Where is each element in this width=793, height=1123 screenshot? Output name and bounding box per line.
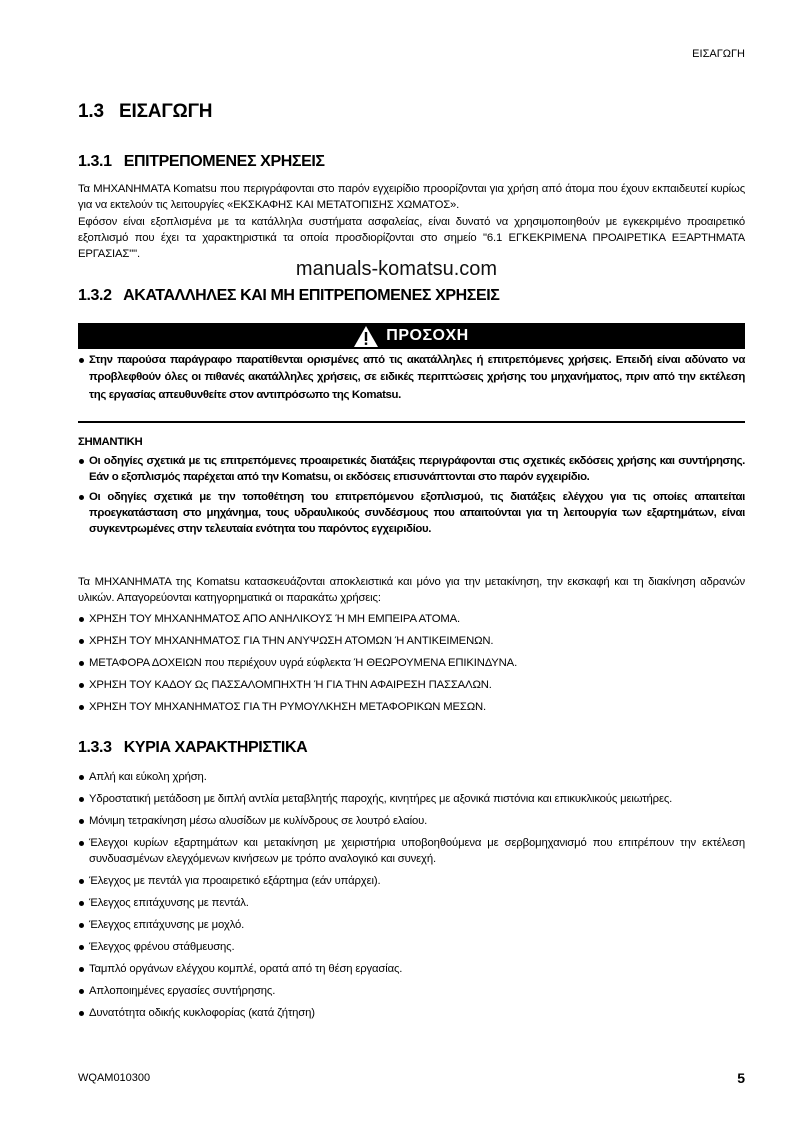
- important-label: ΣΗΜΑΝΤΙΚΗ: [78, 436, 143, 448]
- warning-triangle-icon: [354, 326, 378, 347]
- document-code: WQAM010300: [78, 1072, 151, 1084]
- watermark: manuals-komatsu.com: [295, 258, 498, 280]
- important-note: [78, 434, 745, 537]
- permitted-uses-text: [78, 181, 745, 262]
- list-item: Δυνατότητα οδικής κυκλοφορίας (κατά ζήτηση): [78, 1005, 745, 1021]
- subsection-title-1-3-1: 1.3.1 ΕΠΙΤΡΕΠΟΜΕΝΕΣ ΧΡΗΣΕΙΣ: [78, 153, 325, 170]
- list-item: Έλεγχος με πεντάλ για προαιρετικό εξάρτημα (εάν υπάρχει).: [78, 873, 745, 889]
- list-item: ΧΡΗΣΗ ΤΟΥ ΜΗΧΑΝΗΜΑΤΟΣ ΓΙΑ ΤΗ ΡΥΜΟΥΛΚΗΣΗ ΜΕΤΑΦΟΡΙΚΩΝ ΜΕΣΩΝ.: [78, 699, 745, 715]
- list-item: Μόνιμη τετρακίνηση μέσω αλυσίδων με κυλίνδρους σε λουτρό ελαίου.: [78, 813, 745, 829]
- list-item: Έλεγχος επιτάχυνσης με πεντάλ.: [78, 895, 745, 911]
- list-item: Απλοποιημένες εργασίες συντήρησης.: [78, 983, 745, 999]
- running-header: ΕΙΣΑΓΩΓΗ: [692, 48, 745, 60]
- paragraph: Εφόσον είναι εξοπλισμένα με τα κατάλληλα συστήματα ασφαλείας, είναι δυνατό να χρησιμοποιηθούν με εγκεκριμένο προαιρετικό εξοπλισμό που έχει τα χαρακτηριστικά τα οποία προσδιορίζονται στο σημείο "6.1 ΕΓΚΕΚΡΙΜΕΝΑ ΠΡΟΑΙΡΕΤΙΚΑ ΕΞΑΡΤΗΜΑΤΑ ΕΡΓΑΣΙΑΣ"".: [78, 216, 745, 260]
- section-title: 1.3 ΕΙΣΑΓΩΓΗ: [78, 101, 213, 122]
- prohibited-uses-list: [78, 611, 745, 721]
- prohibited-intro: Τα ΜΗΧΑΝΗΜΑΤΑ της Komatsu κατασκευάζονται αποκλειστικά και μόνο για την μετακίνηση, την εκσκαφή και τη διακίνηση αδρανών υλικών. Απαγορεύονται κατηγορηματικά οι παρακάτω χρήσεις:: [78, 576, 745, 604]
- important-item: Οι οδηγίες σχετικά με την τοποθέτηση του επιτρεπόμενου εξοπλισμού, τις διατάξεις ελέγχου για τις οποίες απαιτείται προεγκατάσταση στο μηχάνημα, τους υδραυλικούς συνδέσμους που απαιτούνται για τη λειτουργία των εξαρτημάτων, είναι συγκεντρωμένες στην τελευταία ενότητα του παρόντος εγχειριδίου.: [78, 489, 745, 537]
- list-item: ΧΡΗΣΗ ΤΟΥ ΜΗΧΑΝΗΜΑΤΟΣ ΑΠΟ ΑΝΗΛΙΚΟΥΣ Ή ΜΗ ΕΜΠΕΙΡΑ ΑΤΟΜΑ.: [78, 611, 745, 627]
- features-list: [78, 769, 745, 1027]
- list-item: Υδροστατική μετάδοση με διπλή αντλία μεταβλητής παροχής, κινητήρες με αξονικά πιστόνια και επικυκλικούς μειωτήρες.: [78, 791, 745, 807]
- subsection-title-1-3-2: 1.3.2 ΑΚΑΤΑΛΛΗΛΕΣ ΚΑΙ ΜΗ ΕΠΙΤΡΕΠΟΜΕΝΕΣ ΧΡΗΣΕΙΣ: [78, 287, 500, 304]
- list-item: ΜΕΤΑΦΟΡΑ ΔΟΧΕΙΩΝ που περιέχουν υγρά εύφλεκτα Ή ΘΕΩΡΟΥΜΕΝΑ ΕΠΙΚΙΝΔΥΝΑ.: [78, 655, 745, 671]
- list-item: ΧΡΗΣΗ ΤΟΥ ΚΑΔΟΥ Ως ΠΑΣΣΑΛΟΜΠΗΧΤΗ Ή ΓΙΑ ΤΗΝ ΑΦΑΙΡΕΣΗ ΠΑΣΣΑΛΩΝ.: [78, 677, 745, 693]
- warning-content: [78, 352, 745, 404]
- list-item: Έλεγχος επιτάχυνσης με μοχλό.: [78, 917, 745, 933]
- important-item: Οι οδηγίες σχετικά με τις επιτρεπόμενες προαιρετικές διατάξεις περιγράφονται στις σχετικές εκδόσεις χρήσης και συντήρησης. Εάν ο εξοπλισμός παρέχεται από την Komatsu, οι εκδόσεις επισυνάπτονται στο παρόν εγχειρίδιο.: [78, 453, 745, 485]
- warning-item: Στην παρούσα παράγραφο παρατίθενται ορισμένες από τις ακατάλληλες ή επιτρεπόμενες χρήσεις. Επειδή είναι αδύνατο να προβλεφθούν όλες οι πιθανές ακατάλληλες χρήσεις, σε ειδικές περιπτώσεις χρήσης του μηχανήματος, πριν από την εκτέλεση της εργασίας απευθυνθείτε στον αντιπρόσωπο της Komatsu.: [78, 352, 745, 404]
- list-item: Έλεγχοι κυρίων εξαρτημάτων και μετακίνηση με χειριστήρια υποβοηθούμενα με σερβομηχανισμό που επιτρέπουν την εκτέλεση συνδυασμένων ελεγχόμενων κινήσεων με τρόπο αναλογικό και συνεχή.: [78, 835, 745, 867]
- divider: [78, 421, 745, 423]
- list-item: Απλή και εύκολη χρήση.: [78, 769, 745, 785]
- list-item: Ταμπλό οργάνων ελέγχου κομπλέ, ορατά από τη θέση εργασίας.: [78, 961, 745, 977]
- warning-banner: [78, 323, 745, 349]
- paragraph: Τα ΜΗΧΑΝΗΜΑΤΑ Komatsu που περιγράφονται στο παρόν εγχειρίδιο προορίζονται για χρήση από άτομα που έχουν εκπαιδευτεί κυρίως για να εκτελούν τις λειτουργίες «ΕΚΣΚΑΦΗΣ ΚΑΙ ΜΕΤΑΤΟΠΙΣΗΣ ΧΩΜΑΤΟΣ».: [78, 183, 745, 211]
- list-item: ΧΡΗΣΗ ΤΟΥ ΜΗΧΑΝΗΜΑΤΟΣ ΓΙΑ ΤΗΝ ΑΝΥΨΩΣΗ ΑΤΟΜΩΝ Ή ΑΝΤΙΚΕΙΜΕΝΩΝ.: [78, 633, 745, 649]
- subsection-title-1-3-3: 1.3.3 ΚΥΡΙΑ ΧΑΡΑΚΤΗΡΙΣΤΙΚΑ: [78, 739, 308, 756]
- warning-label: ΠΡΟΣΟΧΗ: [386, 327, 469, 344]
- list-item: Έλεγχος φρένου στάθμευσης.: [78, 939, 745, 955]
- page-number: 5: [737, 1070, 745, 1086]
